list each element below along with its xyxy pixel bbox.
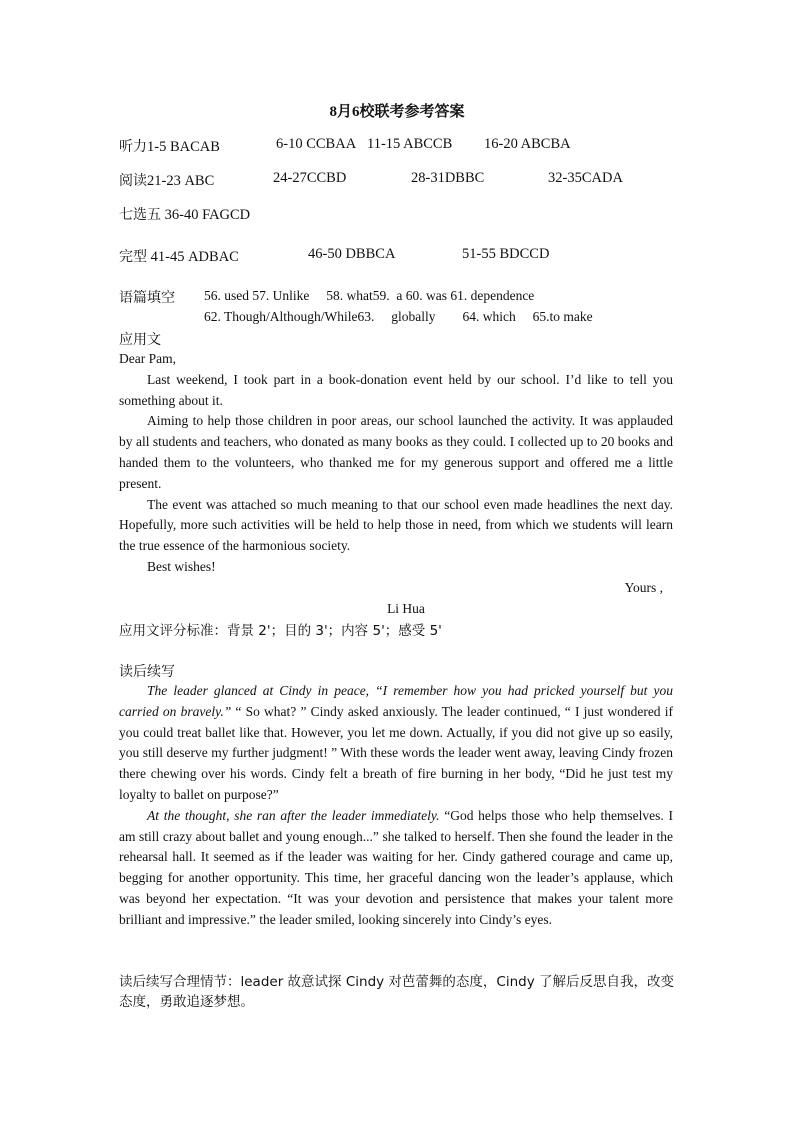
story-lead-sentence: The leader glanced at Cindy in peace, “I remember how you had pricked yourself but you carried on bravely.” (119, 683, 673, 719)
answer-line-seven-choose-five (119, 204, 250, 224)
answer-group: 21-23 ABC (147, 173, 215, 189)
section-label-grammar-fill: 语篇填空 (119, 290, 175, 306)
story-paragraph (119, 806, 673, 931)
answer-group: 41-45 ADBAC (150, 249, 239, 265)
letter-paragraph: Last weekend, I took part in a book-donation event held by our school. I’d like to tell you something about it. (119, 371, 673, 408)
page-title: 8月6校联考参考答案 (329, 104, 465, 120)
answer-block-grammar-fill (119, 287, 679, 331)
answer-group: 46-50 DBBCA (308, 246, 396, 262)
answer-line-reading (119, 170, 623, 190)
answer-group: 11-15 ABCCB (367, 136, 453, 152)
plot-note: 读后续写合理情节：leader 故意试探 Cindy 对芭蕾舞的态度，Cindy 了解后反思自我，改变态度，勇敢追逐梦想。 (119, 974, 675, 1010)
letter-closing: Yours , (624, 579, 663, 595)
answer-group: 24-27CCBD (273, 170, 347, 186)
answer-line-cloze (119, 246, 550, 266)
grammar-fill-row: 62. Though/Although/While63. globally 64. which 65.to make (204, 309, 593, 324)
answer-group: 6-10 CCBAA (276, 136, 357, 152)
letter-paragraph: The event was attached so much meaning to that our school even made headlines the next day. Hopefully, more such activities will be held to help those in need, from which we students will learn the true essence of the harmonious society. (119, 496, 673, 554)
answer-group: 16-20 ABCBA (484, 136, 571, 152)
section-label-listening: 听力 (119, 139, 147, 155)
answer-group: 36-40 FAGCD (164, 207, 251, 223)
answer-group: 32-35CADA (548, 170, 623, 186)
answer-line-listening (119, 136, 571, 156)
letter-signature: Li Hua (387, 600, 425, 616)
answer-group: 1-5 BACAB (147, 139, 220, 155)
continuation-story (119, 681, 673, 931)
section-label-cloze: 完型 (119, 249, 147, 265)
letter-paragraph: Aiming to help those children in poor areas, our school launched the activity. It was applauded by all students and teachers, who donated as many books as they could. I collected up to 20 books and handed them to the volunteers, who thanked me for my generous support and offered me a little present. (119, 413, 673, 491)
section-label-seven-choose-five: 七选五 (119, 207, 161, 223)
story-paragraph (119, 681, 673, 806)
section-label-reading: 阅读 (119, 173, 147, 189)
section-heading-continuation-writing: 读后续写 (119, 664, 175, 680)
letter-salutation: Dear Pam, (119, 351, 176, 366)
story-body: “God helps those who help themselves. I am still crazy about ballet and young enough...” she talked to herself. Then she found the leader in the rehearsal hall. It seemed as if the leader was waiting for her. Cindy gathered courage and came up, begging for another opportunity. This time, her graceful dancing won the leader’s applause, which was beyond her expectation. “It was your devotion and persistence that makes your talent more brilliant and impressive.” the leader smiled, looking sincerely into Cindy’s eyes. (119, 807, 673, 927)
sample-letter (119, 349, 673, 619)
section-heading-application-writing: 应用文 (119, 332, 161, 348)
story-lead-sentence: At the thought, she ran after the leader immediately. (147, 807, 440, 823)
story-body: “ So what? ” Cindy asked anxiously. The leader continued, “ I just wondered if you could treat ballet like that. However, you let me down. Actually, if you did not give up so easily, you still deserve my further judgment! ” With these words the leader went away, leaving Cindy frozen there chewing over his words. Cindy felt a breath of fire burning in her body, “Did he just test my loyalty to ballet on purpose?” (119, 703, 673, 802)
scoring-criteria: 应用文评分标准：背景 2'；目的 3'；内容 5'；感受 5' (119, 623, 442, 639)
answer-group: 51-55 BDCCD (462, 246, 550, 262)
letter-paragraph: Best wishes! (147, 558, 216, 574)
grammar-fill-row: 56. used 57. Unlike 58. what59. a 60. was 61. dependence (204, 288, 535, 303)
answer-group: 28-31DBBC (411, 170, 485, 186)
